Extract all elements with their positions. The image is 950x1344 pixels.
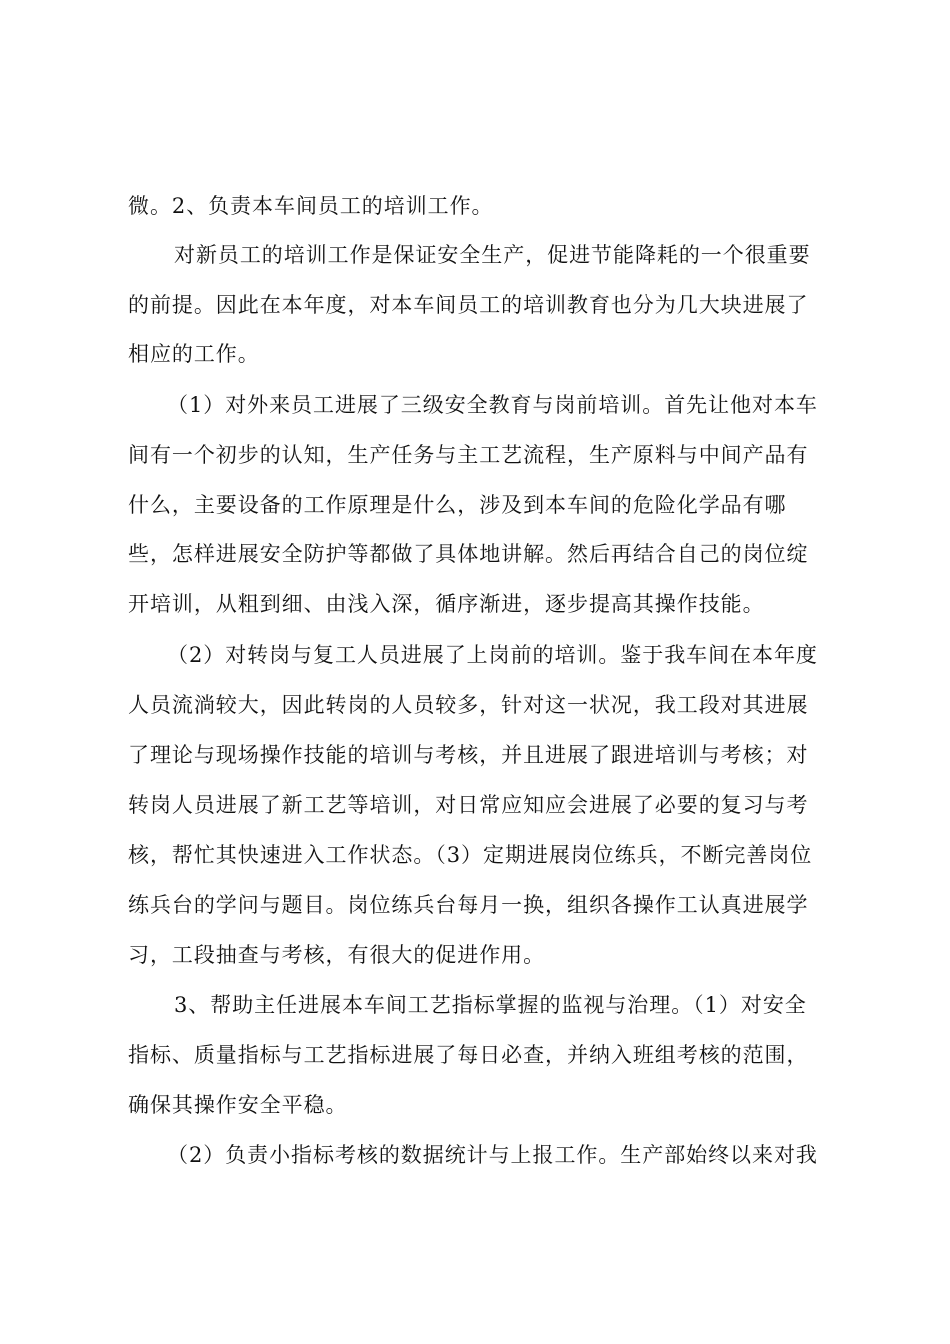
text-line: 习，工段抽查与考核，有很大的促进作用。 bbox=[128, 943, 546, 967]
text-line: 练兵台的学问与题目。岗位练兵台每月一换，组织各操作工认真进展学 bbox=[128, 893, 809, 917]
text-line: 开培训，从粗到细、由浅入深，循序渐进，逐步提高其操作技能。 bbox=[128, 592, 765, 616]
text-line: （2）对转岗与复工人员进展了上岗前的培训。鉴于我车间在本年度 bbox=[167, 643, 818, 667]
text-line: 核，帮忙其快速进入工作状态。（3）定期进展岗位练兵，不断完善岗位 bbox=[128, 843, 813, 867]
text-line: 什么，主要设备的工作原理是什么，涉及到本车间的危险化学品有哪 bbox=[128, 493, 787, 517]
text-line: 了理论与现场操作技能的培训与考核，并且进展了跟进培训与考核；对 bbox=[128, 743, 809, 767]
text-line: 些，怎样进展安全防护等都做了具体地讲解。然后再结合自己的岗位绽 bbox=[128, 542, 809, 566]
text-line: 微。2、负责本车间员工的培训工作。 bbox=[128, 194, 494, 218]
text-line: 对新员工的培训工作是保证安全生产，促进节能降耗的一个很重要 bbox=[174, 243, 811, 267]
text-line: 转岗人员进展了新工艺等培训，对日常应知应会进展了必要的复习与考 bbox=[128, 793, 809, 817]
text-line: 间有一个初步的认知，生产任务与主工艺流程，生产原料与中间产品有 bbox=[128, 443, 809, 467]
text-line: 相应的工作。 bbox=[128, 342, 260, 366]
text-line: （1）对外来员工进展了三级安全教育与岗前培训。首先让他对本车 bbox=[167, 393, 818, 417]
text-line: 3、帮助主任进展本车间工艺指标掌握的监视与治理。（1）对安全 bbox=[174, 993, 807, 1017]
text-line: 确保其操作安全平稳。 bbox=[128, 1093, 348, 1117]
text-line: 人员流淌较大，因此转岗的人员较多，针对这一状况，我工段对其进展 bbox=[128, 693, 809, 717]
text-line: 指标、质量指标与工艺指标进展了每日必查，并纳入班组考核的范围， bbox=[128, 1043, 809, 1067]
text-line: 的前提。因此在本年度，对本车间员工的培训教育也分为几大块进展了 bbox=[128, 293, 809, 317]
text-line: （2）负责小指标考核的数据统计与上报工作。生产部始终以来对我 bbox=[167, 1143, 818, 1167]
